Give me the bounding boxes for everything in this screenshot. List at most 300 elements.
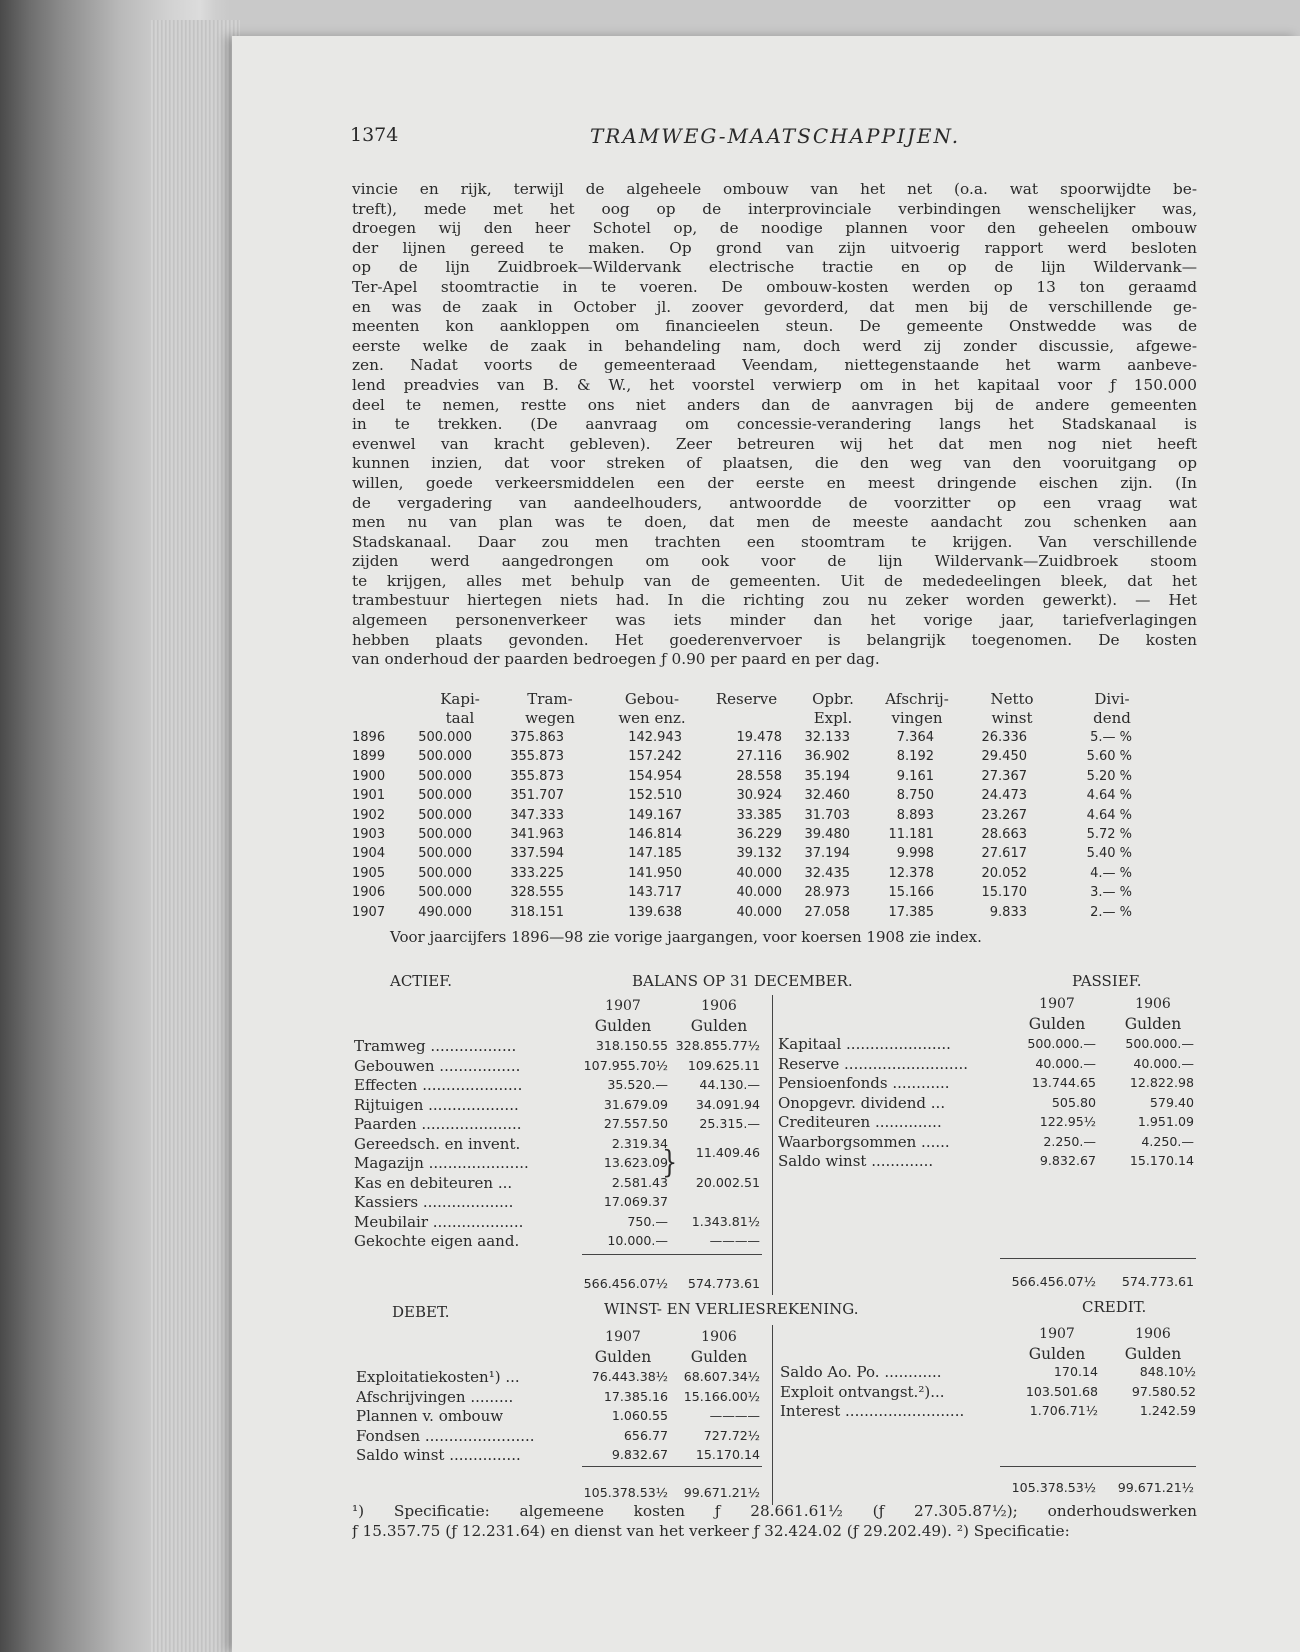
table-cell: 5.72 % [1086, 826, 1132, 842]
actief-total-1906: 574.773.61 [687, 1276, 760, 1291]
account-row [354, 1115, 764, 1135]
passief-list [778, 1035, 1198, 1172]
table-row [352, 905, 1197, 924]
column-header-line1: Afschrij- [885, 690, 949, 708]
credit-total-rule [1000, 1466, 1196, 1467]
account-label: Saldo winst ............... [356, 1446, 521, 1464]
year-cell: 1899 [352, 749, 386, 765]
account-label: Gekochte eigen aand. [354, 1232, 520, 1250]
account-row [354, 1193, 764, 1213]
table-row [352, 730, 1197, 749]
value-1907: 27.557.50 [603, 1116, 668, 1131]
table-cell: 17.385 [888, 904, 934, 920]
actief-list [354, 1037, 764, 1252]
table-cell: 15.170 [981, 885, 1027, 901]
body-line: van onderhoud der paarden bedroegen ƒ 0.90 per paard en per dag. [352, 650, 880, 669]
table-cell: 8.750 [896, 788, 934, 804]
credit-total-1906: 99.671.21½ [1117, 1480, 1194, 1495]
value-1906: 727.72½ [703, 1427, 760, 1443]
table-cell: 23.267 [981, 807, 1027, 823]
table-cell: 9.161 [896, 768, 934, 784]
table-cell: 142.943 [628, 730, 682, 745]
body-line: deel te nemen, restte ons niet anders dan de aanvragen bij de andere gemeenten [352, 395, 1197, 414]
table-cell: 147.185 [628, 846, 682, 862]
column-header [798, 690, 868, 728]
year-cell: 1906 [352, 885, 386, 901]
year-cell: 1896 [352, 730, 386, 745]
account-label: Crediteuren .............. [778, 1113, 942, 1131]
value-1907: 31.679.09 [603, 1096, 668, 1112]
value-1907: 17.385.16 [603, 1388, 668, 1404]
table-cell: 28.558 [736, 768, 782, 784]
value-1906: 579.40 [1149, 1094, 1194, 1110]
table-cell: 27.058 [804, 904, 850, 920]
body-line: willen, goede verkeersmiddelen een der eerste en meest dringende eischen zijn. (In [352, 473, 1197, 492]
year-header: 1907 [605, 998, 641, 1014]
credit-list [780, 1363, 1200, 1422]
table-row [352, 749, 1197, 768]
table-cell: 141.950 [628, 865, 682, 881]
account-row [778, 1152, 1198, 1172]
debet-total-rule [582, 1466, 762, 1467]
body-line: trambestuur hiertegen niets had. In die richting zou nu zeker worden gewerkt). — Het [352, 591, 1197, 610]
table-cell: 26.336 [981, 730, 1027, 745]
table-cell: 347.333 [510, 807, 564, 823]
table-cell: 7.364 [896, 730, 934, 745]
table-cell: 8.893 [896, 807, 934, 823]
body-line: droegen wij den heer Schotel op, de noodige plannen voor den geheelen ombouw [352, 219, 1197, 238]
year-cell: 1900 [352, 768, 386, 784]
table-cell: 139.638 [628, 904, 682, 920]
value-1907: 2.319.34 [611, 1135, 668, 1151]
account-row [356, 1368, 766, 1388]
body-line: hebben plaats gevonden. Het goederenvervoer is belangrijk toegenomen. De kosten [352, 630, 1197, 649]
balans-divider [772, 995, 773, 1295]
value-1907: 2.250.— [1043, 1133, 1096, 1149]
value-1907: 122.95½ [1039, 1114, 1096, 1129]
table-cell: 318.151 [510, 904, 564, 920]
table-cell: 9.833 [989, 904, 1027, 920]
value-1906: 20.002.51 [695, 1174, 760, 1190]
table-cell: 500.000 [418, 885, 472, 901]
table-cell: 341.963 [510, 826, 564, 842]
account-label: Rijtuigen ................... [354, 1095, 519, 1114]
value-1906: 15.166.00½ [683, 1388, 760, 1404]
table-cell: 15.166 [888, 885, 934, 901]
table-cell: 500.000 [418, 846, 472, 862]
page-number: 1374 [350, 124, 399, 146]
table-note: Voor jaarcijfers 1896—98 zie vorige jaargangen, voor koersen 1908 zie index. [390, 928, 982, 946]
account-row [356, 1427, 766, 1447]
account-label: Saldo Ao. Po. ............ [780, 1363, 942, 1381]
unit-header: Gulden [1028, 1015, 1086, 1033]
value-1906: 328.855.77½ [675, 1038, 760, 1053]
passief-title: PASSIEF. [1072, 972, 1142, 990]
account-row [778, 1133, 1198, 1153]
body-line: zijden werd aangedrongen om ook voor de lijn Wildervank—Zuidbroek stoom [352, 552, 1197, 571]
table-cell: 5.40 % [1086, 846, 1132, 862]
value-1906: 1.343.81½ [691, 1213, 760, 1229]
column-header-line1: Netto [990, 690, 1034, 708]
account-row [356, 1446, 766, 1466]
year-header: 1906 [1135, 996, 1171, 1012]
table-cell: 355.873 [510, 749, 564, 765]
body-line: vincie en rijk, terwijl de algeheele ombouw van het net (o.a. wat spoorwijdte be- [352, 180, 1197, 198]
body-line: der lijnen gereed te maken. Op grond van zijn uitvoerig rapport werd besloten [352, 238, 1197, 257]
value-1907: 170.14 [1053, 1364, 1098, 1379]
year-cell: 1901 [352, 788, 386, 804]
column-header-line1: Opbr. [812, 690, 854, 708]
footnotes [352, 1502, 1197, 1541]
table-cell: 35.194 [804, 768, 850, 784]
table-cell: 37.194 [804, 846, 850, 862]
body-line: te krijgen, alles met behulp van de gemeenten. Uit de mededeelingen bleek, dat het [352, 571, 1197, 590]
value-1906: 34.091.94 [695, 1096, 760, 1112]
table-cell: 39.480 [804, 826, 850, 842]
account-row [354, 1076, 764, 1096]
account-label: Kapitaal ...................... [778, 1035, 951, 1053]
table-cell: 5.60 % [1086, 749, 1132, 765]
debet-total-1907: 105.378.53½ [583, 1485, 668, 1500]
table-cell: 40.000 [736, 885, 782, 901]
table-cell: 27.116 [736, 749, 782, 765]
account-row [354, 1213, 764, 1233]
value-1906: 15.170.14 [1129, 1153, 1194, 1168]
value-1906: 4.250.— [1141, 1133, 1194, 1149]
account-label: Pensioenfonds ............ [778, 1074, 950, 1092]
account-label: Gebouwen ................. [354, 1056, 521, 1075]
table-row [352, 885, 1197, 904]
column-header [872, 690, 962, 728]
account-label: Waarborgsommen ...... [778, 1132, 950, 1151]
body-line: Stadskanaal. Daar zou men trachten een stoomtram te krijgen. Van verschillende [352, 532, 1197, 551]
value-1906: 11.409.46 [695, 1145, 760, 1160]
body-line: meenten kon aankloppen om financieelen steun. De gemeente Onstwedde was de [352, 317, 1197, 336]
table-cell: 28.663 [981, 826, 1027, 842]
table-cell: 39.132 [736, 846, 782, 862]
table-cell: 375.863 [510, 730, 564, 745]
footnote-line: ƒ 15.357.75 (ƒ 12.231.64) en dienst van het verkeer ƒ 32.424.02 (ƒ 29.202.49). ²) Specificatie: [352, 1521, 1070, 1540]
unit-header: Gulden [1124, 1345, 1182, 1363]
table-cell: 32.435 [804, 865, 850, 881]
value-1906: 25.315.— [699, 1116, 760, 1131]
body-line: eerste welke de zaak in behandeling nam, doch werd zij zonder discussie, afgewe- [352, 336, 1197, 355]
value-1906: 848.10½ [1139, 1364, 1196, 1379]
brace-icon: } [662, 1143, 678, 1181]
value-1907: 2.581.43 [611, 1174, 668, 1190]
winst-divider [772, 1325, 773, 1505]
value-1907: 10.000.— [607, 1233, 668, 1248]
table-cell: 500.000 [418, 768, 472, 784]
body-line: kunnen inzien, dat voor streken of plaatsen, die den weg van den vooruitgang op [352, 454, 1197, 473]
table-cell: 9.998 [896, 846, 934, 862]
account-label: Afschrijvingen ......... [356, 1387, 514, 1406]
table-cell: 32.460 [804, 788, 850, 804]
value-1907: 76.443.38½ [591, 1369, 668, 1384]
table-cell: 500.000 [418, 730, 472, 745]
year-header: 1907 [1039, 996, 1075, 1012]
column-header [1067, 690, 1157, 728]
body-line: in te trekken. (De aanvraag om concessie-verandering langs het Stadskanaal is [352, 415, 1197, 434]
footnote-line: ¹) Specificatie: algemeene kosten ƒ 28.661.61½ (ƒ 27.305.87½); onderhoudswerken [352, 1502, 1197, 1520]
value-1907: 9.832.67 [1039, 1153, 1096, 1168]
passief-total-rule [1000, 1258, 1196, 1259]
debet-list [356, 1368, 766, 1466]
value-1906: 40.000.— [1133, 1055, 1194, 1071]
table-cell: 31.703 [804, 807, 850, 823]
account-row [778, 1074, 1198, 1094]
year-header: 1906 [701, 998, 737, 1014]
body-text [352, 180, 1197, 670]
column-header-line2: taal [445, 709, 475, 727]
value-1906: 68.607.34½ [683, 1369, 760, 1384]
body-line: men nu van plan was te doen, dat men de meeste aandacht zou schenken aan [352, 513, 1197, 532]
column-header-line1: Kapi- [440, 690, 480, 708]
value-1906: 1.951.09 [1137, 1114, 1194, 1129]
yearly-figures-table [352, 690, 1197, 924]
account-label: Fondsen ....................... [356, 1426, 535, 1445]
year-header: 1906 [1135, 1326, 1171, 1342]
account-label: Paarden ..................... [354, 1115, 522, 1133]
value-1907: 103.501.68 [1025, 1383, 1098, 1399]
value-1907: 750.— [627, 1213, 668, 1229]
table-cell: 33.385 [736, 807, 782, 823]
table-cell: 4.64 % [1086, 807, 1132, 823]
column-header [420, 690, 500, 728]
column-header [704, 690, 789, 709]
table-header [352, 690, 1197, 730]
table-cell: 2.— % [1090, 904, 1132, 920]
column-header [972, 690, 1052, 728]
debet-total-1906: 99.671.21½ [683, 1485, 760, 1500]
year-cell: 1902 [352, 807, 386, 823]
column-header-line1: Tram- [527, 690, 573, 708]
account-row [354, 1057, 764, 1077]
table-cell: 149.167 [628, 807, 682, 823]
value-1907: 35.520.— [607, 1077, 668, 1092]
table-cell: 27.617 [981, 846, 1027, 862]
table-row [352, 866, 1197, 885]
unit-header: Gulden [1124, 1015, 1182, 1033]
credit-total-1907: 105.378.53½ [1011, 1480, 1096, 1495]
account-label: Plannen v. ombouw [356, 1407, 504, 1425]
table-cell: 500.000 [418, 807, 472, 823]
value-1906: ———— [709, 1408, 760, 1423]
account-row [354, 1232, 764, 1252]
account-label: Exploitatiekosten¹) ... [356, 1368, 520, 1386]
table-cell: 328.555 [510, 885, 564, 901]
value-1907: 13.623.09 [603, 1155, 668, 1170]
table-cell: 143.717 [628, 885, 682, 901]
column-header-line2: Reserve [715, 690, 778, 708]
column-header-line1: Gebou- [624, 690, 680, 708]
value-1906: 44.130.— [699, 1077, 760, 1092]
table-cell: 4.— % [1090, 865, 1132, 881]
body-line: lend preadvies van B. & W., het voorstel verwierp om in het kapitaal voor ƒ 150.000 [352, 375, 1197, 394]
account-label: Kassiers ................... [354, 1193, 514, 1211]
table-cell: 28.973 [804, 885, 850, 901]
account-label: Saldo winst ............. [778, 1152, 934, 1170]
body-line: op de lijn Zuidbroek—Wildervank electrische tractie en op de lijn Wildervank— [352, 258, 1197, 277]
table-cell: 500.000 [418, 788, 472, 804]
value-1907: 9.832.67 [611, 1447, 668, 1462]
value-1907: 656.77 [623, 1427, 668, 1443]
table-cell: 20.052 [981, 865, 1027, 881]
table-cell: 337.594 [510, 846, 564, 862]
value-1907: 107.955.70½ [583, 1057, 668, 1073]
table-cell: 157.242 [628, 749, 682, 765]
unit-header: Gulden [690, 1348, 748, 1366]
table-cell: 5.— % [1090, 730, 1132, 745]
body-line: en was de zaak in October jl. zoover gevorderd, dat men bij de verschillende ge- [352, 297, 1197, 316]
column-header-line2: dend [1093, 709, 1131, 727]
table-cell: 8.192 [896, 749, 934, 765]
table-cell: 12.378 [888, 865, 934, 881]
table-cell: 36.902 [804, 749, 850, 765]
passief-total-1906: 574.773.61 [1121, 1274, 1194, 1289]
table-cell: 3.— % [1090, 885, 1132, 901]
table-cell: 29.450 [981, 749, 1027, 765]
table-cell: 152.510 [628, 788, 682, 804]
unit-header: Gulden [594, 1348, 652, 1366]
table-row [352, 827, 1197, 846]
account-row [780, 1363, 1200, 1383]
account-label: Effecten ..................... [354, 1076, 523, 1094]
value-1907: 17.069.37 [603, 1194, 668, 1209]
page-header [350, 124, 1200, 154]
value-1906: 12.822.98 [1129, 1075, 1194, 1090]
account-label: Interest ......................... [780, 1402, 965, 1420]
actief-title: ACTIEF. [390, 972, 453, 990]
year-header: 1906 [701, 1329, 737, 1345]
body-line: Ter-Apel stoomtractie in te voeren. De ombouw-kosten werden op 13 ton geraamd [352, 277, 1197, 296]
body-line: algemeen personenverkeer was iets minder dan het vorige jaar, tariefverlagingen [352, 611, 1197, 630]
value-1907: 40.000.— [1035, 1055, 1096, 1071]
page-stack [150, 20, 240, 1652]
year-cell: 1907 [352, 904, 386, 920]
column-header [510, 690, 590, 728]
table-cell: 355.873 [510, 768, 564, 784]
unit-header: Gulden [1028, 1345, 1086, 1363]
year-cell: 1905 [352, 865, 386, 881]
body-line: evenwel van kracht gebleven). Zeer betreuren wij het dat men nog niet heeft [352, 434, 1197, 453]
value-1906: ———— [709, 1233, 760, 1248]
column-header [607, 690, 697, 728]
value-1907: 1.060.55 [611, 1408, 668, 1423]
table-row [352, 808, 1197, 827]
passief-total-1907: 566.456.07½ [1011, 1274, 1096, 1289]
account-row [354, 1096, 764, 1116]
table-cell: 333.225 [510, 865, 564, 881]
account-label: Reserve .......................... [778, 1054, 969, 1073]
account-label: Meubilair ................... [354, 1212, 524, 1231]
account-label: Gereedsch. en invent. [354, 1134, 521, 1153]
credit-title: CREDIT. [1082, 1298, 1147, 1316]
running-title: TRAMWEG-MAATSCHAPPIJEN. [589, 124, 961, 148]
table-cell: 4.64 % [1086, 788, 1132, 804]
value-1906: 1.242.59 [1139, 1403, 1196, 1418]
value-1906: 109.625.11 [687, 1057, 760, 1073]
year-header: 1907 [605, 1329, 641, 1345]
account-row [780, 1383, 1200, 1403]
value-1907: 318.150.55 [595, 1038, 668, 1053]
account-row [354, 1037, 764, 1057]
value-1906: 15.170.14 [695, 1447, 760, 1462]
column-header-line2: winst [991, 709, 1033, 727]
table-cell: 11.181 [888, 826, 934, 842]
account-row [778, 1113, 1198, 1133]
table-row [352, 769, 1197, 788]
body-line: de vergadering van aandeelhouders, antwoordde de voorzitter op een vraag wat [352, 493, 1197, 512]
account-row [356, 1388, 766, 1408]
account-row [356, 1407, 766, 1427]
table-cell: 490.000 [418, 904, 472, 920]
account-label: Magazijn ..................... [354, 1154, 529, 1172]
table-cell: 19.478 [736, 730, 782, 745]
value-1906: 500.000.— [1125, 1036, 1194, 1051]
table-cell: 154.954 [628, 768, 682, 784]
body-line: treft), mede met het oog op de interprovinciale verbindingen wenschelijker was, [352, 199, 1197, 218]
account-row [780, 1402, 1200, 1422]
table-cell: 5.20 % [1086, 768, 1132, 784]
year-header: 1907 [1039, 1326, 1075, 1342]
table-cell: 30.924 [736, 788, 782, 804]
account-row [778, 1035, 1198, 1055]
year-cell: 1904 [352, 846, 386, 862]
table-cell: 32.133 [804, 730, 850, 745]
actief-total-1907: 566.456.07½ [583, 1276, 668, 1291]
table-cell: 40.000 [736, 904, 782, 920]
balans-title: BALANS OP 31 DECEMBER. [632, 972, 853, 990]
column-header-line2: wen enz. [618, 709, 686, 727]
year-cell: 1903 [352, 826, 386, 842]
column-header-line1: Divi- [1094, 690, 1130, 708]
table-row [352, 846, 1197, 865]
account-label: Onopgevr. dividend ... [778, 1093, 946, 1112]
table-cell: 24.473 [981, 788, 1027, 804]
account-row [778, 1055, 1198, 1075]
value-1907: 500.000.— [1027, 1036, 1096, 1051]
unit-header: Gulden [594, 1017, 652, 1035]
account-row [354, 1174, 764, 1194]
debet-title: DEBET. [392, 1303, 450, 1321]
table-cell: 500.000 [418, 865, 472, 881]
account-label: Exploit ontvangst.²)... [780, 1382, 945, 1401]
value-1907: 505.80 [1051, 1094, 1096, 1110]
table-cell: 500.000 [418, 749, 472, 765]
value-1907: 1.706.71½ [1029, 1403, 1098, 1418]
table-cell: 27.367 [981, 768, 1027, 784]
unit-header: Gulden [690, 1017, 748, 1035]
account-row [778, 1094, 1198, 1114]
table-row [352, 788, 1197, 807]
table-cell: 40.000 [736, 865, 782, 881]
winst-title: WINST- EN VERLIESREKENING. [604, 1300, 859, 1318]
account-label: Tramweg .................. [354, 1037, 517, 1055]
account-row [354, 1145, 764, 1174]
table-cell: 500.000 [418, 826, 472, 842]
body-line: zen. Nadat voorts de gemeenteraad Veendam, niettegenstaande het warm aanbeve- [352, 356, 1197, 375]
value-1907: 13.744.65 [1031, 1075, 1096, 1090]
column-header-line2: wegen [525, 709, 575, 727]
value-1906: 97.580.52 [1131, 1383, 1196, 1399]
table-cell: 146.814 [628, 826, 682, 842]
column-header-line2: vingen [891, 709, 943, 727]
actief-total-rule [582, 1254, 762, 1255]
table-cell: 36.229 [736, 826, 782, 842]
account-label: Kas en debiteuren ... [354, 1173, 513, 1192]
column-header-line2: Expl. [813, 709, 853, 727]
